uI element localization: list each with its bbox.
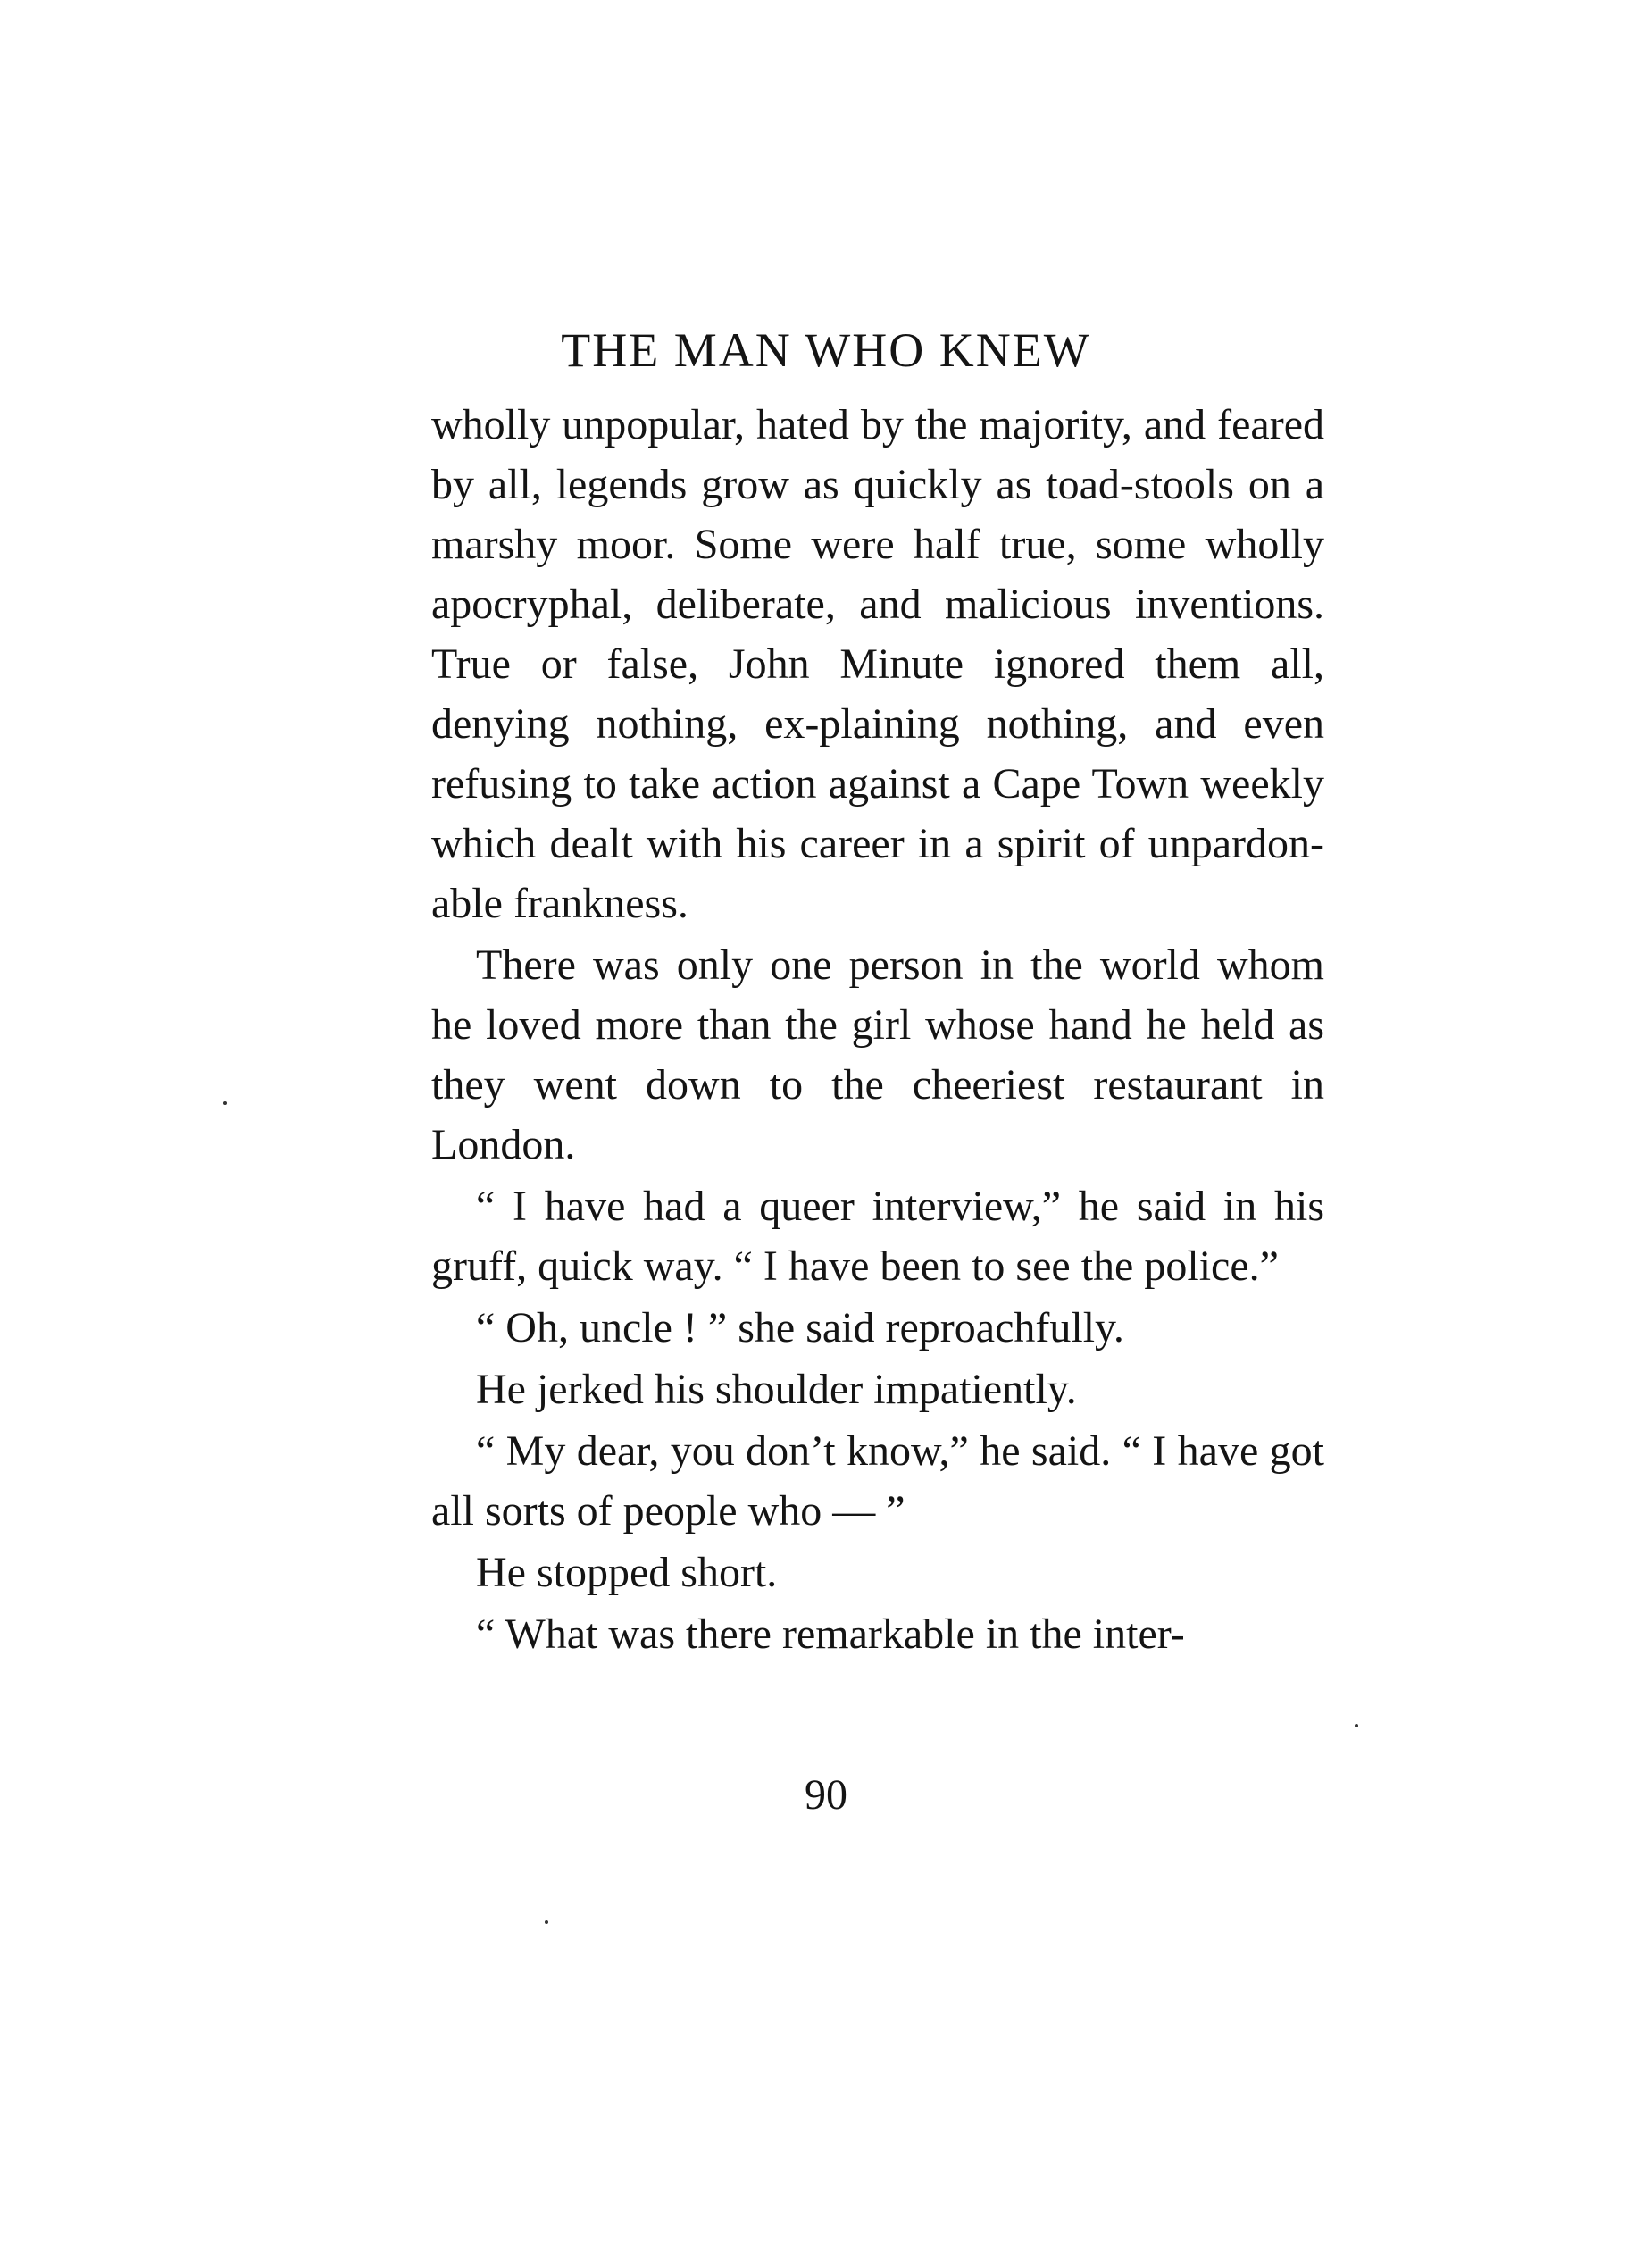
body-text (431, 395, 1324, 1666)
paragraph: He stopped short. (476, 1549, 778, 1596)
ink-speck (223, 1101, 227, 1105)
paragraph-continuation: wholly unpopular, hated by the majority, and feared by all, legends grow as quickly as toad-stools on a marshy moor. Some were half true, some wholly apocryphal, deliberate, and malicious inventions. True or false, John Minute ignored them all, denying nothing, ex-plaining nothing, and even refusing to take action against a Cape Town weekly which dealt with his career in a spirit of unpardon-able frankness. (431, 401, 1324, 927)
paragraph: There was only one person in the world whom he loved more than the girl whose hand he held as they went down to the cheeriest restaurant in London. (431, 941, 1324, 1168)
paragraph: “ What was there remarkable in the inter- (476, 1610, 1185, 1658)
running-head: THE MAN WHO KNEW (561, 323, 1091, 377)
ink-speck (545, 1920, 548, 1924)
paragraph: He jerked his shoulder impatiently. (476, 1366, 1077, 1413)
page-number: 90 (805, 1771, 847, 1819)
paragraph: “ I have had a queer interview,” he said in his gruff, quick way. “ I have been to see the police.” (431, 1183, 1324, 1290)
ink-speck (1355, 1724, 1358, 1727)
paragraph: “ Oh, uncle ! ” she said reproachfully. (476, 1304, 1124, 1351)
paragraph: “ My dear, you don’t know,” he said. “ I have got all sorts of people who — ” (431, 1427, 1324, 1535)
